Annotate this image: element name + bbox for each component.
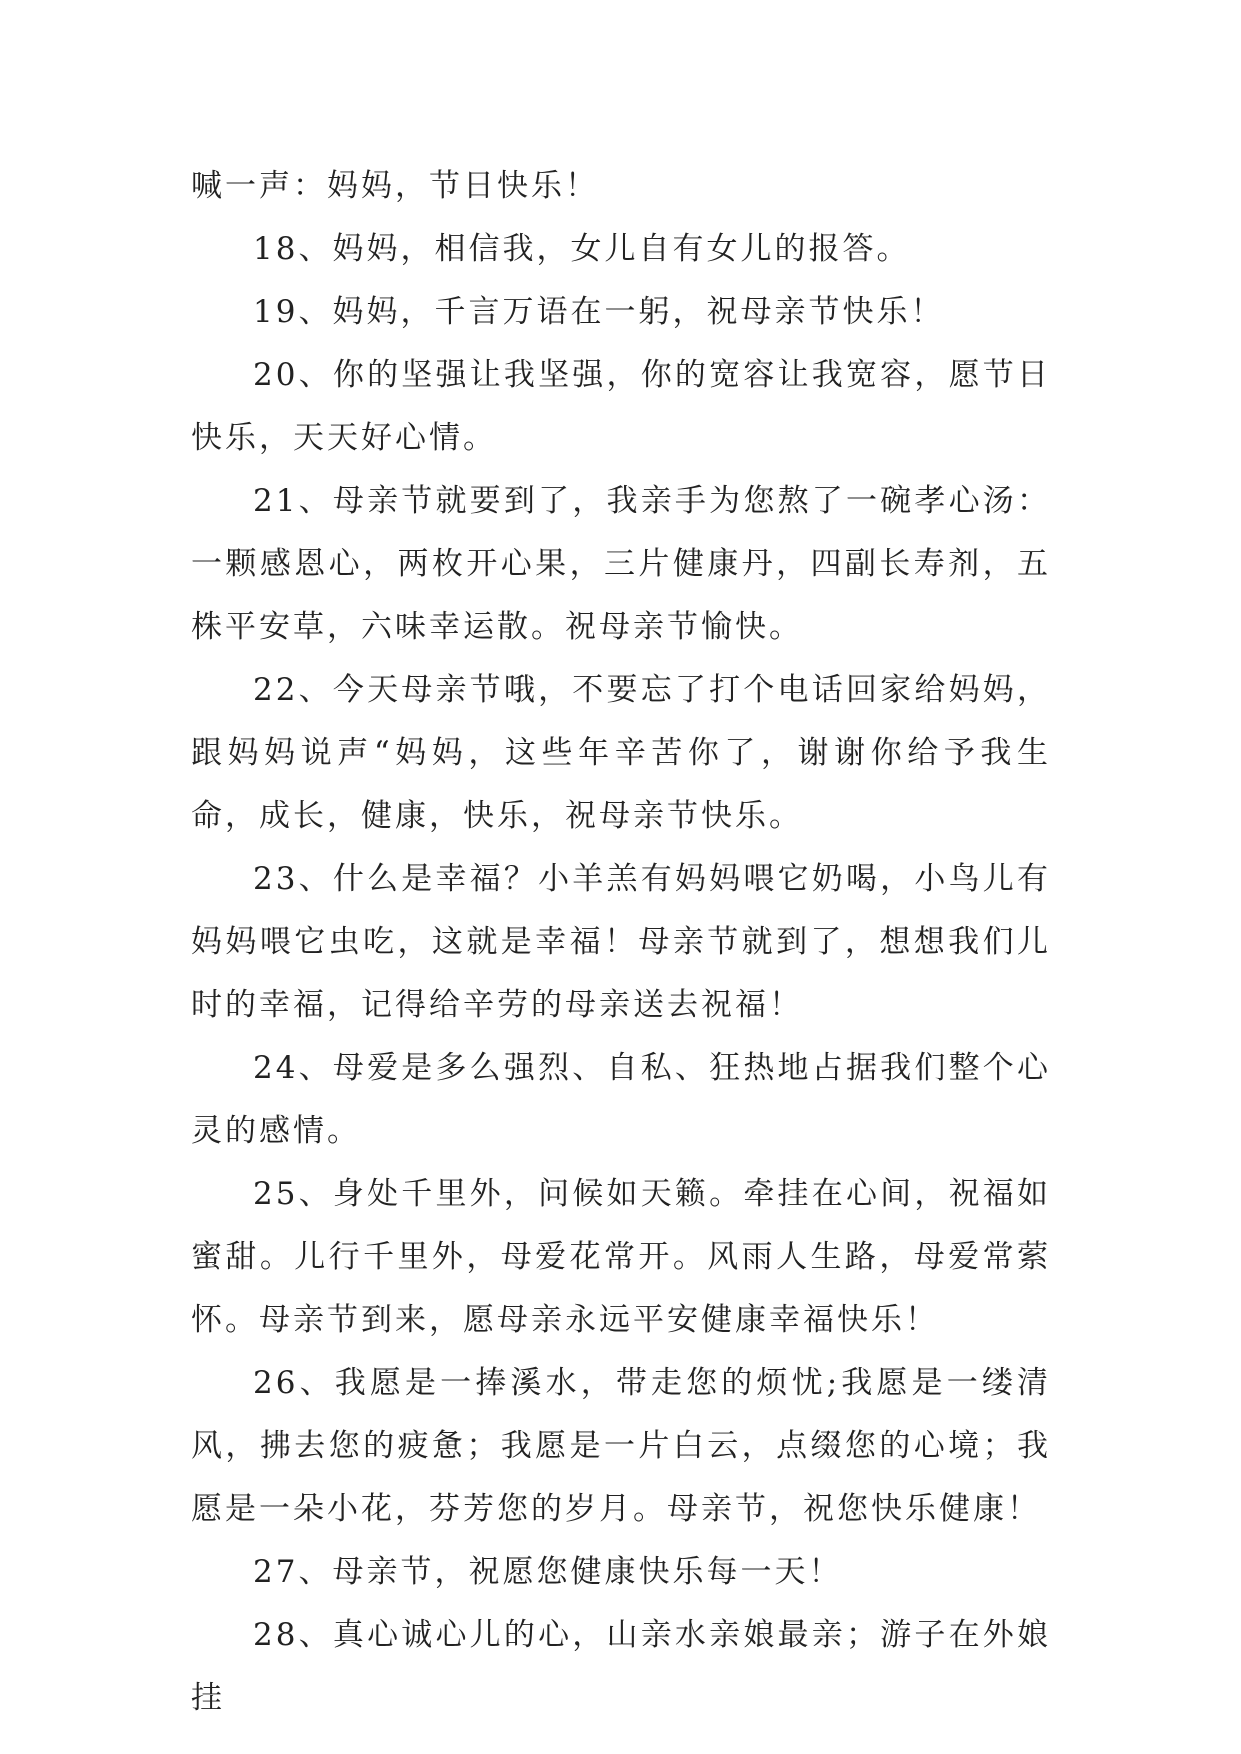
paragraph-item-19: 19、妈妈，千言万语在一躬，祝母亲节快乐！ <box>253 294 945 330</box>
paragraph-continuation: 喊一声：妈妈，节日快乐！ <box>191 168 599 204</box>
paragraph-item-18: 18、妈妈，相信我，女儿自有女儿的报答。 <box>253 231 911 267</box>
paragraph-item-26: 26、我愿是一捧溪水，带走您的烦忧;我愿是一缕清风，拂去您的疲惫；我愿是一片白云，点缀您的心境；我愿是一朵小花，芬芳您的岁月。母亲节，祝您快乐健康！ <box>191 1365 1051 1527</box>
document-body <box>191 155 1051 1730</box>
paragraph-item-27: 27、母亲节，祝愿您健康快乐每一天！ <box>253 1554 843 1590</box>
paragraph-item-25: 25、身处千里外，问候如天籁。牵挂在心间，祝福如蜜甜。儿行千里外，母爱花常开。风雨人生路，母爱常萦怀。母亲节到来，愿母亲永远平安健康幸福快乐！ <box>191 1176 1051 1338</box>
paragraph-item-20: 20、你的坚强让我坚强，你的宽容让我宽容，愿节日快乐，天天好心情。 <box>191 357 1051 456</box>
paragraph-item-28: 28、真心诚心儿的心，山亲水亲娘最亲；游子在外娘挂 <box>191 1617 1051 1716</box>
paragraph-item-21: 21、母亲节就要到了，我亲手为您熬了一碗孝心汤：一颗感恩心，两枚开心果，三片健康丹，四副长寿剂，五株平安草，六味幸运散。祝母亲节愉快。 <box>191 483 1051 645</box>
paragraph-item-22: 22、今天母亲节哦，不要忘了打个电话回家给妈妈，跟妈妈说声“妈妈，这些年辛苦你了，谢谢你给予我生命，成长，健康，快乐，祝母亲节快乐。 <box>191 672 1051 834</box>
paragraph-item-24: 24、母爱是多么强烈、自私、狂热地占据我们整个心灵的感情。 <box>191 1050 1051 1149</box>
paragraph-item-23: 23、什么是幸福？小羊羔有妈妈喂它奶喝，小鸟儿有妈妈喂它虫吃，这就是幸福！母亲节就到了，想想我们儿时的幸福，记得给辛劳的母亲送去祝福！ <box>191 861 1051 1023</box>
